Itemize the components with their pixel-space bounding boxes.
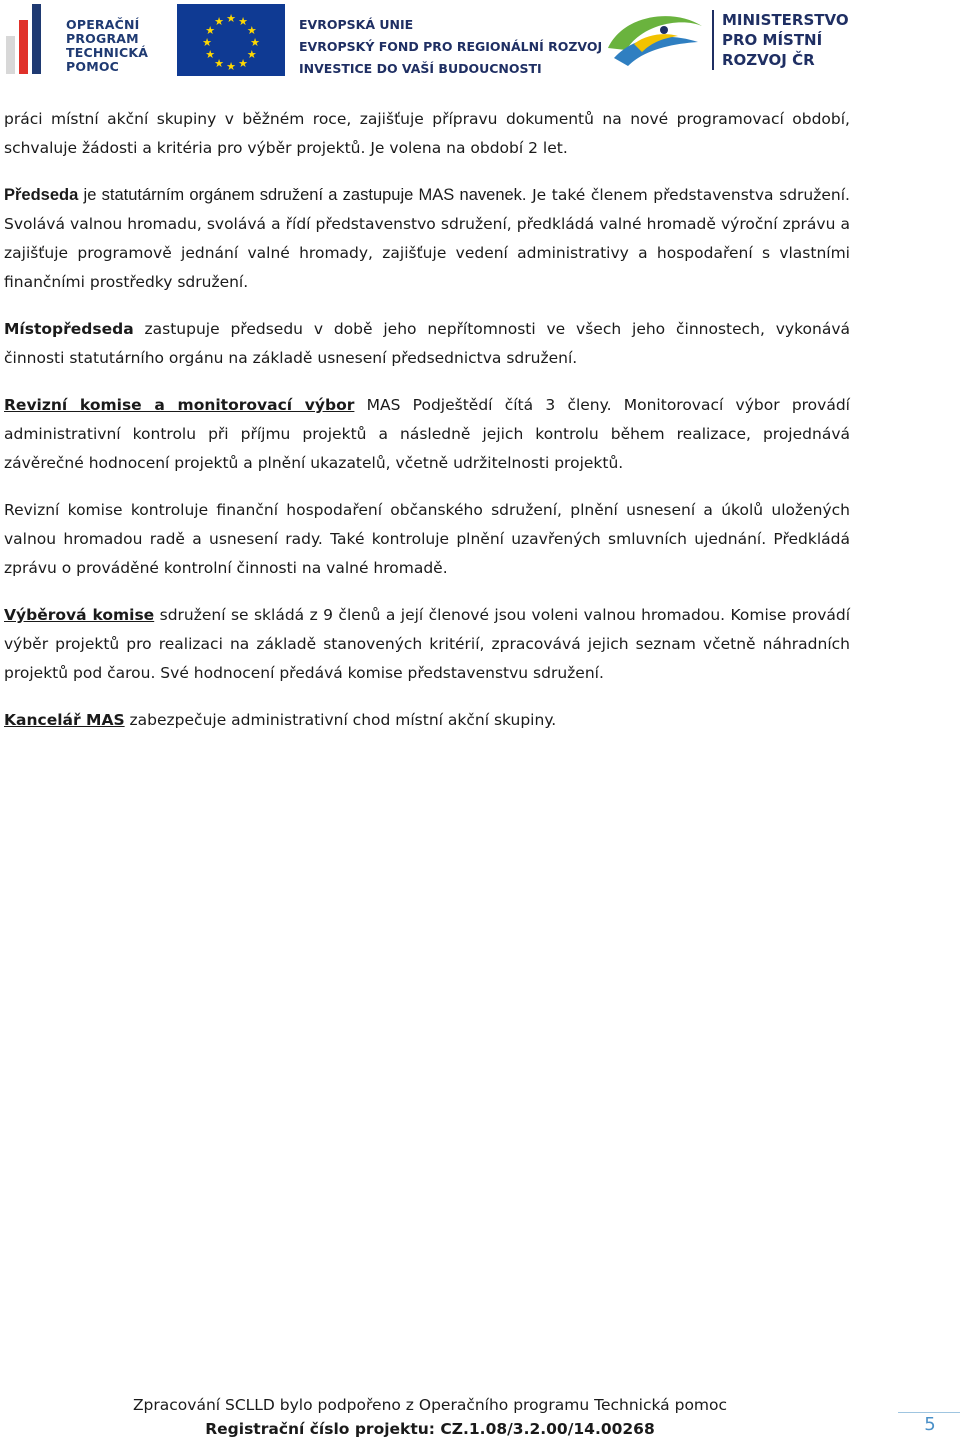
svg-text:★: ★ [226,12,236,25]
svg-text:★: ★ [205,48,216,61]
optp-logo-bar-navy [32,4,41,74]
paragraph-revizni-komise-text: MAS Podještědí čítá 3 členy. Monitorovací výbor provádí administrativní kontrolu při příjmu projektů a následně jejich kontrolu během realizace, projednává závěrečné hodnocení projektů a plnění ukazatelů, včetně udržitelnosti projektů. [4,396,850,472]
paragraph-vyberova-komise [4,601,850,688]
page-footer [0,1393,860,1441]
optp-line-3: TECHNICKÁ [66,45,149,60]
svg-text:★: ★ [202,36,212,49]
heading-revizni-komise: Revizní komise a monitorovací výbor [4,396,355,414]
eu-line-3: INVESTICE DO VAŠÍ BUDOUCNOSTI [299,61,542,76]
document-body [4,105,850,753]
optp-line-4: POMOC [66,59,120,74]
paragraph-revizni-komise [4,391,850,478]
eu-line-1: EVROPSKÁ UNIE [299,17,414,32]
optp-line-1: OPERAČNÍ [66,17,140,32]
mmr-line-2: PRO MÍSTNÍ [722,31,823,49]
paragraph-mistopredseda [4,315,850,373]
eu-logo-text [299,14,602,80]
heading-vyberova-komise: Výběrová komise [4,606,155,624]
svg-text:★: ★ [246,48,257,61]
page-number-rule [898,1412,960,1413]
paragraph-revizni-kontrola-text: Revizní komise kontroluje finanční hospodaření občanského sdružení, plnění usnesení a úkolů uložených valnou hromadou radě a usnesení rady. Také kontroluje plnění uzavřených smluvních ujednání. Předkládá zprávu o prováděné kontrolní činnosti na valné hromadě. [4,501,850,577]
paragraph-intro-text: práci místní akční skupiny v běžném roce, zajišťuje přípravu dokumentů na nové programovací období, schvaluje žádosti a kritéria pro výběr projektů. Je volena na období 2 let. [4,110,850,157]
optp-logo-text [66,18,148,74]
mmr-logo [604,4,864,76]
heading-kancelar: Kancelář MAS [4,711,125,729]
eu-flag-icon [177,4,285,76]
paragraph-predseda-text-b: Je také členem představenstva sdružení. Svolává valnou hromadu, svolává a řídí představenstvo sdružení, předkládá valné hromadě výroční zprávu a zajišťuje programově jednání valné hromady, zajišťuje vedení administrativy a hospodaření s vlastními finančními prostředky sdružení. [4,186,850,291]
svg-text:★: ★ [250,36,260,49]
mmr-line-3: ROZVOJ ČR [722,51,815,69]
svg-text:★: ★ [214,15,224,29]
eu-line-2: EVROPSKÝ FOND PRO REGIONÁLNÍ ROZVOJ [299,39,603,54]
heading-predseda: Předseda [4,186,79,204]
paragraph-kancelar-text: zabezpečuje administrativní chod místní akční skupiny. [124,711,557,729]
paragraph-mistopredseda-text: zastupuje předsedu v době jeho nepřítomnosti ve všech jeho činnostech, vykonává činnosti statutárního orgánu na základě usnesení předsednictva sdružení. [4,320,850,367]
paragraph-vyberova-komise-text: sdružení se skládá z 9 členů a její členové jsou voleni valnou hromadou. Komise provádí výběr projektů pro realizaci na základě stanovených kritérií, zpracovává jejich seznam včetně náhradních projektů pod čarou. Své hodnocení předává komise představenstvu sdružení. [4,606,851,682]
svg-text:★: ★ [226,60,236,73]
svg-text:★: ★ [238,56,248,70]
mmr-logo-text [722,10,849,70]
optp-line-2: PROGRAM [66,31,139,46]
svg-text:★: ★ [238,15,248,29]
optp-logo [4,4,154,76]
optp-logo-bar-red [19,20,28,74]
page-header [0,0,960,82]
heading-mistopredseda: Místopředseda [4,320,134,338]
paragraph-revizni-kontrola [4,496,850,583]
mmr-emblem-icon [604,8,706,70]
footer-funding-note: Zpracování SCLLD bylo podpořeno z Operačního programu Technická pomoc [132,1396,728,1414]
eu-stars-icon [177,4,285,76]
eu-logo [177,4,603,76]
paragraph-intro [4,105,850,163]
paragraph-predseda [4,181,850,297]
mmr-line-1: MINISTERSTVO [722,11,849,29]
paragraph-predseda-text-a: je statutárním orgánem sdružení a zastupuje MAS navenek. [78,186,527,204]
svg-text:★: ★ [214,56,224,70]
page-number: 5 [924,1414,936,1435]
svg-text:★: ★ [246,24,257,37]
paragraph-kancelar [4,706,850,735]
mmr-logo-separator [712,10,714,70]
footer-registration-number: Registrační číslo projektu: CZ.1.08/3.2.00/14.00268 [205,1420,655,1438]
optp-logo-bar-grey [6,36,15,74]
svg-text:★: ★ [205,24,216,37]
